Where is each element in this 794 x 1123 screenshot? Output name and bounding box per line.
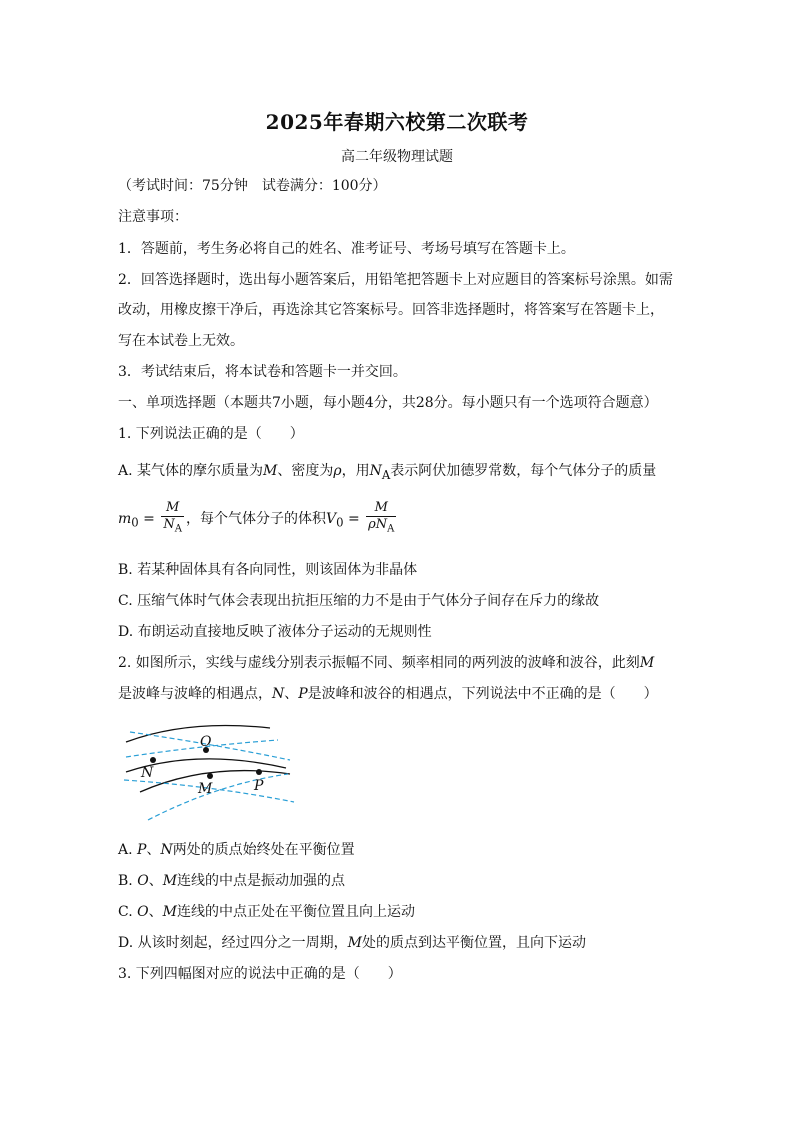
- text: 两处的质点始终处在平衡位置: [172, 842, 355, 858]
- q3-stem: 3. 下列四幅图对应的说法中正确的是（ ）: [118, 966, 402, 982]
- subscript: A: [174, 523, 182, 535]
- label-P: P: [254, 778, 264, 794]
- subscript: 0: [131, 515, 139, 530]
- math-var: N: [369, 463, 382, 479]
- text: 2. 如图所示，实线与虚线分别表示振幅不同、频率相同的两列波的波峰和波谷，此刻: [118, 655, 640, 671]
- math-var: V: [325, 510, 337, 527]
- text: ，用: [341, 463, 370, 479]
- notice-item-2: 2．回答选择题时，选出每小题答案后，用铅笔把答题卡上对应题目的答案标号涂黑。如需: [118, 272, 673, 288]
- text: 表示阿伏加德罗常数，每个气体分子的质量: [390, 463, 657, 479]
- label-M: M: [198, 781, 213, 797]
- text: A.: [118, 842, 138, 858]
- math-var: M: [162, 873, 178, 889]
- numerator: M: [366, 500, 396, 517]
- label-N: N: [141, 765, 154, 781]
- math-var: N: [163, 517, 175, 532]
- text: 是波峰和波谷的相遇点，下列说法中不正确的是（ ）: [307, 686, 658, 702]
- exam-subtitle: 高二年级物理试题: [341, 149, 453, 165]
- text: 、: [284, 686, 299, 702]
- exam-title: 2025年春期六校第二次联考: [265, 110, 529, 134]
- subscript: A: [387, 523, 395, 535]
- text: =: [138, 510, 160, 527]
- point-M: [207, 773, 213, 779]
- point-N: [150, 757, 156, 763]
- math-var: N: [160, 842, 173, 858]
- math-var: M: [162, 904, 177, 920]
- math-var: m: [118, 510, 132, 527]
- text: 、: [148, 904, 163, 920]
- text: B.: [118, 873, 138, 889]
- subscript: A: [381, 467, 391, 482]
- fraction-mass: [161, 500, 184, 538]
- math-var: M: [263, 463, 278, 479]
- denominator: [366, 517, 396, 538]
- math-var: N: [272, 686, 285, 702]
- q1-option-c: C. 压缩气体时气体会表现出抗拒压缩的力不是由于气体分子间存在斥力的缘故: [118, 593, 600, 609]
- text: D. 从该时刻起，经过四分之一周期，: [118, 935, 348, 951]
- notice-heading: 注意事项：: [118, 209, 188, 225]
- text: 、: [148, 873, 163, 889]
- text: 连线的中点是振动加强的点: [177, 873, 346, 889]
- text: 、密度为: [277, 463, 334, 479]
- subscript: 0: [336, 515, 344, 530]
- text: C.: [118, 904, 138, 920]
- fraction-volume: [366, 500, 396, 538]
- math-var: P: [298, 686, 308, 702]
- exam-info: （考试时间：75分钟 试卷满分：100分）: [118, 178, 387, 194]
- math-var: P: [137, 842, 147, 858]
- math-var: O: [137, 873, 149, 889]
- math-var: ρN: [368, 517, 388, 532]
- wave-crest-line-1: [126, 725, 270, 742]
- text: A. 某气体的摩尔质量为: [118, 463, 264, 479]
- q1-stem: 1. 下列说法正确的是（ ）: [118, 426, 304, 442]
- notice-item-2-end: 写在本试卷上无效。: [118, 333, 244, 349]
- wave-interference-figure: [118, 714, 298, 829]
- point-P: [256, 769, 262, 775]
- q2-option-c: [118, 902, 415, 922]
- q1-option-a-line2: [118, 500, 398, 538]
- q1-option-a-line1: [118, 461, 656, 485]
- q2-stem-line2: [118, 684, 658, 704]
- q1-option-d: D. 布朗运动直接地反映了液体分子运动的无规则性: [118, 624, 432, 640]
- notice-item-1: 1．答题前，考生务必将自己的姓名、准考证号、考场号填写在答题卡上。: [118, 241, 575, 257]
- q2-option-b: [118, 871, 345, 891]
- q2-option-d: [118, 933, 586, 953]
- text: ，每个气体分子的体积: [185, 510, 326, 527]
- section-heading: 一、单项选择题（本题共7小题，每小题4分，共28分。每小题只有一个选项符合题意）: [118, 395, 658, 411]
- text: 是波峰与波峰的相遇点，: [118, 686, 272, 702]
- math-var: ρ: [333, 463, 342, 479]
- notice-item-3: 3．考试结束后，将本试卷和答题卡一并交回。: [118, 364, 407, 380]
- q2-stem-line1: [118, 653, 654, 673]
- q1-option-b: B. 若某种固体具有各向同性，则该固体为非晶体: [118, 562, 418, 578]
- math-var: M: [347, 935, 362, 951]
- math-var: O: [137, 904, 149, 920]
- text: 处的质点到达平衡位置，且向下运动: [361, 935, 586, 951]
- numerator: M: [161, 500, 184, 517]
- denominator: [161, 517, 184, 538]
- text: 连线的中点正处在平衡位置且向上运动: [176, 904, 415, 920]
- notice-item-2-cont: 改动，用橡皮擦干净后，再选涂其它答案标号。回答非选择题时，将答案写在答题卡上，: [118, 302, 664, 318]
- q2-option-a: [118, 840, 355, 860]
- label-O: O: [200, 734, 212, 750]
- math-var: M: [639, 655, 655, 671]
- text: =: [343, 510, 365, 527]
- text: 、: [146, 842, 161, 858]
